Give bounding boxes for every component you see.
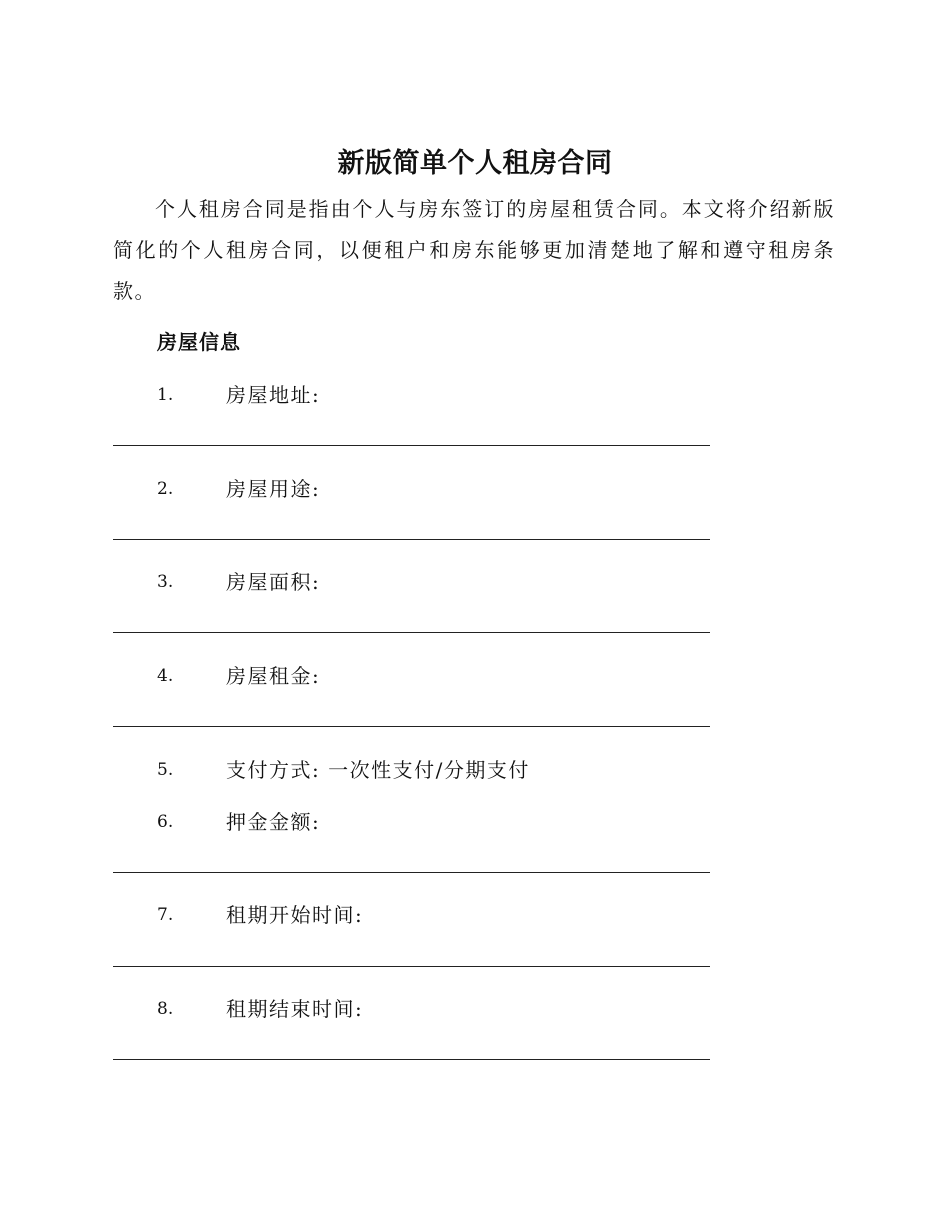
fill-in-line-house-usage[interactable]: [113, 539, 710, 540]
item-number: 6.: [157, 812, 174, 832]
fill-in-line-house-area[interactable]: [113, 632, 710, 633]
item-number: 8.: [157, 999, 174, 1019]
item-number: 2.: [157, 479, 174, 499]
item-label: 租期结束时间:: [226, 997, 364, 1021]
item-label: 支付方式: 一次性支付/分期支付: [226, 758, 530, 782]
list-item-house-rent: [0, 660, 950, 692]
item-number: 7.: [157, 905, 174, 925]
list-item-house-address: [0, 379, 950, 411]
item-number: 3.: [157, 572, 174, 592]
fill-in-line-lease-start[interactable]: [113, 966, 710, 967]
list-item-house-area: [0, 566, 950, 598]
document-title: 新版简单个人租房合同: [337, 148, 613, 179]
item-label: 房屋地址:: [226, 383, 321, 407]
fill-in-line-lease-end[interactable]: [113, 1059, 710, 1060]
list-item-lease-start: [0, 899, 950, 931]
fill-in-line-deposit-amount[interactable]: [113, 872, 710, 873]
item-label: 房屋租金:: [226, 664, 321, 688]
item-label: 押金金额:: [226, 810, 321, 834]
item-label: 房屋用途:: [226, 477, 321, 501]
list-item-payment-method: [0, 754, 950, 786]
item-label: 租期开始时间:: [226, 903, 364, 927]
list-item-house-usage: [0, 473, 950, 505]
item-number: 4.: [157, 666, 174, 686]
intro-paragraph: 个人租房合同是指由个人与房东签订的房屋租赁合同。本文将介绍新版简化的个人租房合同，以便租户和房东能够更加清楚地了解和遵守租房条款。: [113, 197, 835, 303]
fill-in-line-house-address[interactable]: [113, 445, 710, 446]
list-item-deposit-amount: [0, 806, 950, 838]
list-item-lease-end: [0, 993, 950, 1025]
section-heading-house-info: 房屋信息: [157, 330, 241, 354]
item-number: 5.: [157, 760, 174, 780]
item-number: 1.: [157, 385, 174, 405]
item-label: 房屋面积:: [226, 570, 321, 594]
fill-in-line-house-rent[interactable]: [113, 726, 710, 727]
